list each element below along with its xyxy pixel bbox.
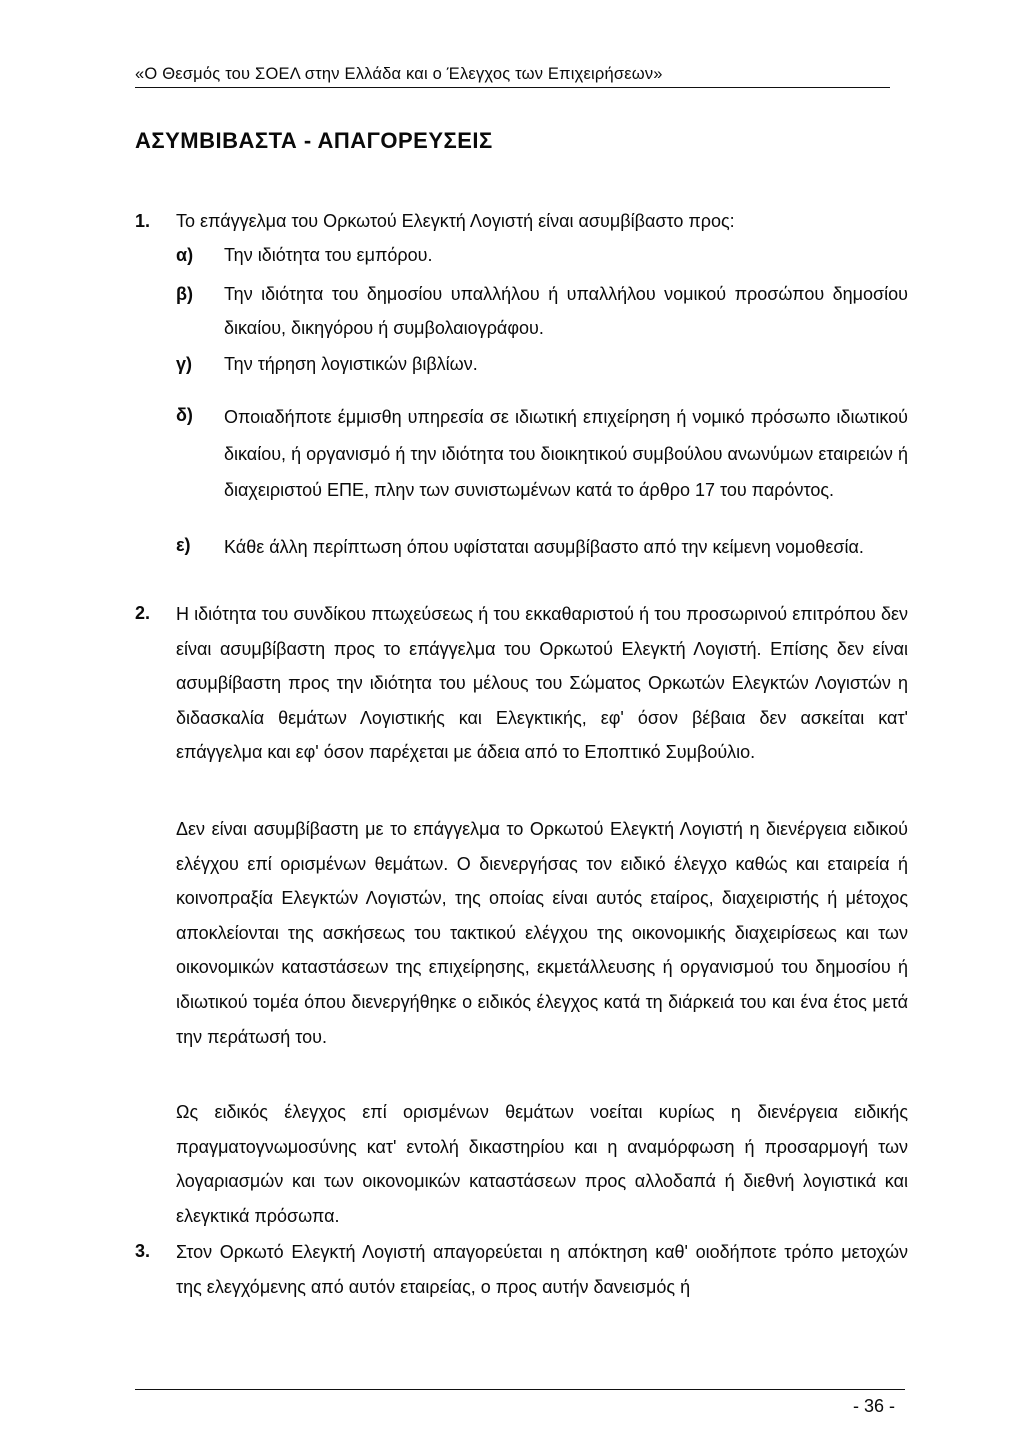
item-2-number: 2. bbox=[135, 603, 151, 623]
item-3-number: 3. bbox=[135, 1241, 151, 1261]
item-2-paragraph-1: Η ιδιότητα του συνδίκου πτωχεύσεως ή του εκκαθαριστού ή του προσωρινού επιτρόπου δεν είναι ασυμβίβαστη προς το επάγγελμα του Ορκωτού Ελεγκτή Λογιστή. Επίσης δεν είναι ασυμβίβαστη προς την ιδιότητα του μέλους του Σώματος Ορκωτών Ελεγκτών Λογιστών η διδασκαλία θεμάτων Λογιστικής και Ελεγκτικής, εφ' όσον βέβαια δεν ασκείται κατ' επάγγελμα και εφ' όσον παρέχεται με άδεια από το Εποπτικό Συμβούλιο. bbox=[176, 604, 908, 763]
subitem-b-text: Την ιδιότητα του δημοσίου υπαλλήλου ή υπαλλήλου νομικού προσώπου δημοσίου δικαίου, δικηγόρου ή συμβολαιογράφου. bbox=[224, 284, 908, 338]
section-title: ΑΣΥΜΒΙΒΑΣΤΑ - ΑΠΑΓΟΡΕΥΣΕΙΣ bbox=[135, 128, 493, 153]
subitem-e-label: ε) bbox=[176, 535, 191, 555]
running-header: «Ο Θεσμός του ΣΟΕΛ στην Ελλάδα και ο Έλεγχος των Επιχειρήσεων» bbox=[135, 64, 890, 88]
item-2-paragraph-3: Ως ειδικός έλεγχος επί ορισμένων θεμάτων νοείται κυρίως η διενέργεια ειδικής πραγματογνωμοσύνης κατ' εντολή δικαστηρίου και η αναμόρφωση ή προσαρμογή των λογαριασμών και των οικονομικών καταστάσεων προς αλλοδαπά ή διεθνή λογιστικά και ελεγκτικά πρόσωπα. bbox=[176, 1102, 908, 1226]
subitem-b-label: β) bbox=[176, 284, 193, 304]
item-3-text: Στον Ορκωτό Ελεγκτή Λογιστή απαγορεύεται η απόκτηση καθ' οιοδήποτε τρόπο μετοχών της ελεγχόμενης από αυτόν εταιρείας, ο προς αυτήν δανεισμός ή bbox=[176, 1242, 908, 1297]
footer-rule bbox=[135, 1389, 905, 1390]
subitem-a-label: α) bbox=[176, 245, 194, 265]
item-1-text: Το επάγγελμα του Ορκωτού Ελεγκτή Λογιστή είναι ασυμβίβαστο προς: bbox=[176, 211, 735, 231]
subitem-d-text: Οποιαδήποτε έμμισθη υπηρεσία σε ιδιωτική επιχείρηση ή νομικό πρόσωπο ιδιωτικού δικαίου, ή οργανισμό ή την ιδιότητα του διοικητικού συμβούλου ανωνύμων εταιρειών ή διαχειριστού ΕΠΕ, πλην των συνιστωμένων κατά το άρθρο 17 του παρόντος. bbox=[224, 407, 908, 500]
subitem-c-label: γ) bbox=[176, 354, 193, 374]
item-2-paragraph-2: Δεν είναι ασυμβίβαστη με το επάγγελμα το Ορκωτού Ελεγκτή Λογιστή η διενέργεια ειδικού ελέγχου επί ορισμένων θεμάτων. Ο διενεργήσας τον ειδικό έλεγχο καθώς και εταιρεία ή κοινοπραξία Ελεγκτών Λογιστών, της οποίας είναι αυτός εταίρος, διαχειριστής ή μέτοχος αποκλείονται της ασκήσεως του τακτικού ελέγχου της οικονομικής διαχειρίσεως και των οικονομικών καταστάσεων της επιχείρησης, εκμετάλλευσης ή οργανισμού του δημοσίου ή ιδιωτικού τομέα όπου διενεργήθηκε ο ειδικός έλεγχος κατά τη διάρκειά του και ένα έτος μετά την περάτωσή του. bbox=[176, 819, 908, 1047]
subitem-c-text: Την τήρηση λογιστικών βιβλίων. bbox=[224, 354, 478, 374]
subitem-a-text: Την ιδιότητα του εμπόρου. bbox=[224, 245, 433, 265]
page-number: - 36 - bbox=[853, 1396, 896, 1416]
subitem-e-text: Κάθε άλλη περίπτωση όπου υφίσταται ασυμβίβαστο από την κείμενη νομοθεσία. bbox=[224, 537, 864, 557]
item-1-number: 1. bbox=[135, 211, 151, 231]
subitem-d-label: δ) bbox=[176, 405, 193, 425]
